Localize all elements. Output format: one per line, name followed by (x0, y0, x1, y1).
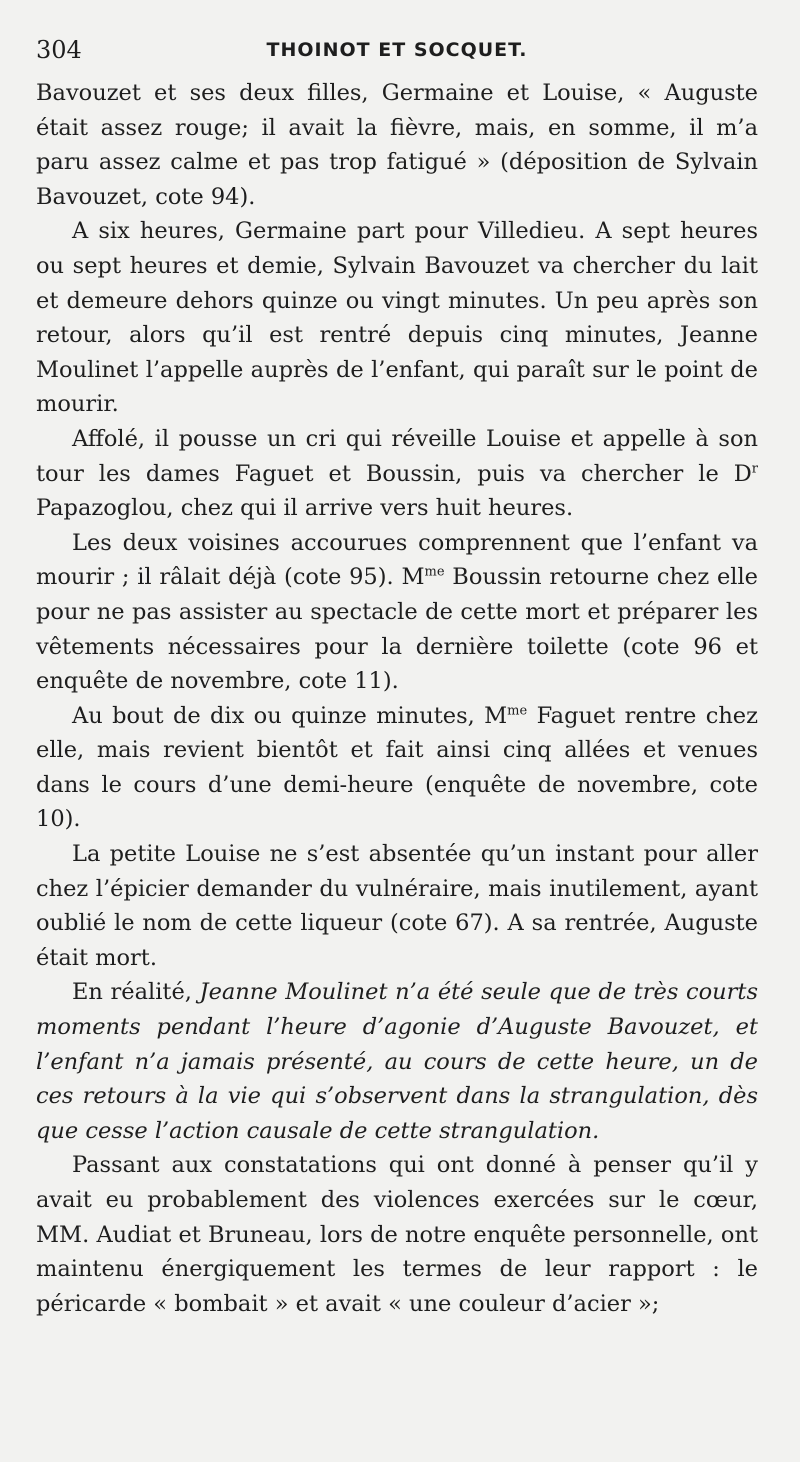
paragraph-text: Affolé, il pousse un cri qui réveille Louise et appelle à son tour les dames Faguet et Boussin, puis va chercher le D (36, 425, 758, 487)
paragraph-1 (36, 76, 758, 214)
paragraph-5 (36, 699, 758, 837)
superscript: r (751, 461, 758, 477)
page-header (36, 32, 758, 76)
paragraph-text: Passant aux constatations qui ont donné à penser qu’il y avait eu probablement des violences exercées sur le cœur, MM. Audiat et Bruneau, lors de notre enquête personnelle, ont maintenu énergiquement les termes de leur rapport : le péricarde « bombait » et avait « une couleur d’acier »; (36, 1152, 758, 1317)
superscript: me (424, 564, 445, 580)
paragraph-text: A six heures, Germaine part pour Villedieu. A sept heures ou sept heures et demie, Sylvain Bavouzet va chercher du lait et demeure dehors quinze ou vingt minutes. Un peu après son retour, alors qu’il est rentré depuis cinq minutes, Jeanne Moulinet l’appelle auprès de l’enfant, qui paraît sur le point de mourir. (36, 218, 758, 418)
paragraph-6 (36, 837, 758, 975)
paragraph-text: En réalité, (72, 979, 200, 1006)
paragraph-text: Au bout de dix ou quinze minutes, M (72, 702, 508, 729)
paragraph-text: Papazoglou, chez qui il arrive vers huit heures. (36, 495, 574, 522)
paragraph-text: Boussin retourne chez elle pour ne pas assister au spectacle de cette mort et préparer les vêtements nécessaires pour la dernière toilette (cote 96 et enquête de novembre, cote 11). (36, 564, 758, 695)
superscript: me (507, 703, 528, 719)
paragraph-2 (36, 214, 758, 422)
italic-text: Jeanne Moulinet n’a été seule que de très courts moments pendant l’heure d’agonie d’Auguste Bavouzet, et l’enfant n’a jamais présenté, au cours de cette heure, un de ces retours à la vie qui s’observent dans la strangulation, dès que cesse l’action causale de cette strangulation. (36, 979, 759, 1144)
paragraph-8 (36, 1148, 758, 1321)
paragraph-text: Faguet rentre chez elle, mais revient bientôt et fait ainsi cinq allées et venues dans le cours d’une demi-heure (enquête de novembre, cote 10). (36, 702, 758, 833)
paragraph-text: Bavouzet et ses deux filles, Germaine et Louise, « Auguste était assez rouge; il avait la fièvre, mais, en somme, il m’a paru assez calme et pas trop fatigué » (déposition de Sylvain Bavouzet, cote 94). (36, 80, 758, 210)
paragraph-text: Les deux voisines accourues comprennent que l’enfant va mourir ; il râlait déjà (cote 95). M (36, 529, 758, 591)
paragraph-text: La petite Louise ne s’est absentée qu’un instant pour aller chez l’épicier demander du vulnéraire, mais inutilement, ayant oublié le nom de cette liqueur (cote 67). A sa rentrée, Auguste était mort. (36, 841, 758, 971)
page-number: 304 (36, 36, 82, 64)
running-head: THOINOT ET SOCQUET. (266, 39, 528, 61)
body-text (36, 76, 758, 1321)
paragraph-4 (36, 526, 758, 699)
paragraph-7 (36, 975, 758, 1148)
paragraph-3 (36, 422, 758, 526)
